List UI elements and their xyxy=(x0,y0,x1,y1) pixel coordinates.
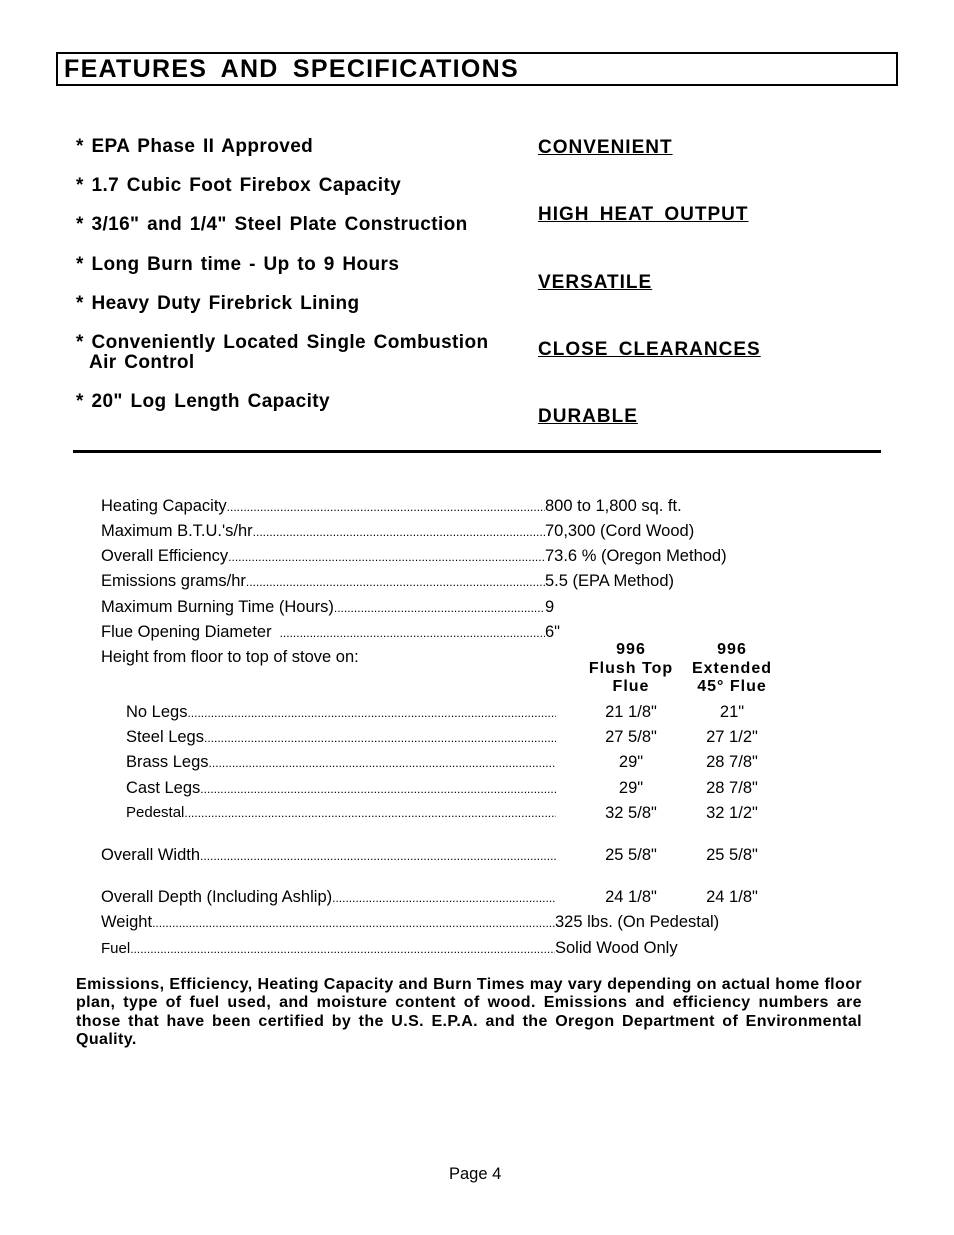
column-header-line: Flush Top xyxy=(588,659,674,677)
leader-dots xyxy=(253,525,545,539)
spec-label: Weight xyxy=(101,913,153,931)
leader-dots xyxy=(200,782,556,796)
spec-row xyxy=(101,522,721,542)
height-value-flush: 21 1/8" xyxy=(605,703,657,721)
benefit-heading: VERSATILE xyxy=(538,272,653,293)
feature-item-line: Air Control xyxy=(89,352,195,373)
spec-label: Flue Opening Diameter xyxy=(101,623,272,641)
leader-dots xyxy=(227,500,545,514)
spec-row xyxy=(101,547,761,567)
height-row-label: No Legs xyxy=(126,703,188,721)
section-title-box xyxy=(56,52,898,86)
benefit-heading: HIGH HEAT OUTPUT xyxy=(538,204,749,225)
column-header-extended xyxy=(677,641,787,697)
height-row-label: Pedestal xyxy=(126,804,185,821)
leader-dots xyxy=(246,575,545,589)
height-value-flush: 32 5/8" xyxy=(605,804,657,822)
leader-dots xyxy=(130,942,555,956)
feature-item: * EPA Phase II Approved xyxy=(76,136,314,157)
column-header-line: 996 xyxy=(616,641,646,658)
column-header-flush-top xyxy=(576,641,686,697)
height-section-label xyxy=(101,648,501,668)
dimension-row xyxy=(101,888,556,908)
page-title: FEATURES AND SPECIFICATIONS xyxy=(64,55,519,83)
leader-dots xyxy=(209,756,556,770)
spec-value: 73.6 % (Oregon Method) xyxy=(545,547,727,565)
column-header-line: Extended xyxy=(691,659,772,677)
benefit-heading: DURABLE xyxy=(538,406,638,427)
height-value-extended: 21" xyxy=(719,703,745,721)
leader-dots xyxy=(200,849,556,863)
leader-dots xyxy=(187,706,556,720)
dimension-label: Overall Depth (Including Ashlip) xyxy=(101,888,333,906)
feature-item: * 1.7 Cubic Foot Firebox Capacity xyxy=(76,175,402,196)
spec-row xyxy=(101,598,581,618)
height-value-extended: 28 7/8" xyxy=(706,779,758,797)
leader-dots xyxy=(228,550,545,564)
dimension-label: Overall Width xyxy=(101,846,201,864)
spec-label: Emissions grams/hr xyxy=(101,572,246,590)
height-value-extended: 27 1/2" xyxy=(706,728,758,746)
disclaimer-note: Emissions, Efficiency, Heating Capacity and Burn Times may vary depending on actual home floor plan, type of fuel used, and moisture content of wood. Emissions and efficiency numbers are those that have been certified by the U.S. E.P.A. and the Oregon Department of Environmental Quality. xyxy=(76,976,862,1048)
height-row-label: Steel Legs xyxy=(126,728,204,746)
spec-value: 325 lbs. (On Pedestal) xyxy=(555,913,720,931)
column-header-line: 45° Flue xyxy=(697,678,767,695)
height-row xyxy=(126,728,556,748)
page-number: Page 4 xyxy=(449,1165,502,1183)
feature-item: * Heavy Duty Firebrick Lining xyxy=(76,293,360,314)
benefit-heading: CONVENIENT xyxy=(538,137,673,158)
spec-label: Maximum B.T.U.'s/hr xyxy=(101,522,253,540)
height-row xyxy=(126,703,556,723)
height-row-label: Brass Legs xyxy=(126,753,209,771)
dimension-value-flush: 24 1/8" xyxy=(605,888,657,906)
spec-row xyxy=(101,572,711,592)
leader-dots xyxy=(184,806,556,820)
spec-row xyxy=(101,497,701,517)
spec-row xyxy=(101,913,731,933)
height-value-flush: 29" xyxy=(618,753,644,771)
height-row xyxy=(126,804,556,824)
column-header-line: Flue xyxy=(612,678,650,695)
height-value-flush: 29" xyxy=(618,779,644,797)
feature-item: * Long Burn time - Up to 9 Hours xyxy=(76,254,400,275)
leader-dots xyxy=(152,916,555,930)
height-row-label: Cast Legs xyxy=(126,779,201,797)
dimension-value-extended: 24 1/8" xyxy=(706,888,758,906)
benefit-heading: CLOSE CLEARANCES xyxy=(538,339,761,360)
spec-label: Heating Capacity xyxy=(101,497,227,515)
spec-value: Solid Wood Only xyxy=(555,939,678,957)
feature-item: * 3/16" and 1/4" Steel Plate Construction xyxy=(76,214,468,235)
leader-dots xyxy=(204,731,556,745)
dimension-row xyxy=(101,846,556,866)
column-header-line: 996 xyxy=(717,641,747,658)
height-value-extended: 28 7/8" xyxy=(706,753,758,771)
leader-dots xyxy=(332,891,556,905)
spec-value: 6" xyxy=(545,623,561,641)
feature-item xyxy=(76,333,516,373)
height-value-flush: 27 5/8" xyxy=(605,728,657,746)
spec-row xyxy=(101,939,691,959)
spec-label: Fuel xyxy=(101,940,131,957)
feature-item: * 20" Log Length Capacity xyxy=(76,391,330,412)
spec-value: 800 to 1,800 sq. ft. xyxy=(545,497,682,515)
spec-value: 70,300 (Cord Wood) xyxy=(545,522,695,540)
dimension-value-flush: 25 5/8" xyxy=(605,846,657,864)
feature-item-line: * Conveniently Located Single Combustion xyxy=(76,332,489,353)
spec-value: 5.5 (EPA Method) xyxy=(545,572,675,590)
leader-dots xyxy=(334,601,545,615)
spec-label: Maximum Burning Time (Hours) xyxy=(101,598,334,616)
height-row xyxy=(126,753,556,773)
section-divider xyxy=(73,450,881,453)
dimension-value-extended: 25 5/8" xyxy=(706,846,758,864)
spec-value: 9 xyxy=(545,598,555,616)
height-row xyxy=(126,779,556,799)
spec-row xyxy=(101,623,581,643)
height-value-extended: 32 1/2" xyxy=(706,804,758,822)
height-label-text: Height from floor to top of stove on: xyxy=(101,648,359,666)
spec-label: Overall Efficiency xyxy=(101,547,229,565)
leader-dots xyxy=(280,626,545,640)
